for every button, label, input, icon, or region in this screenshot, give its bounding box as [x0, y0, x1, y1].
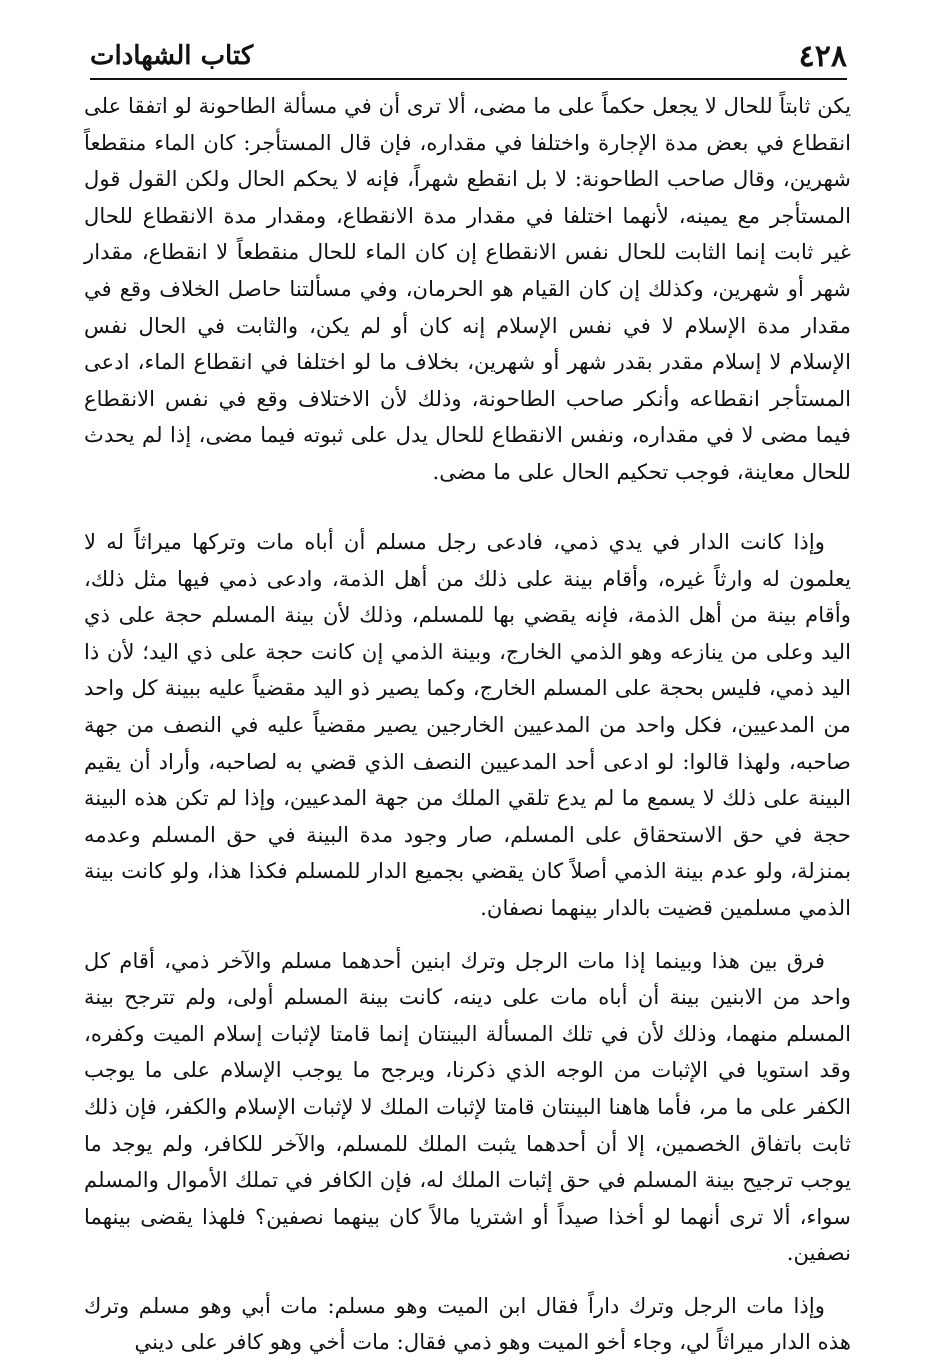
paragraph: يكن ثابتاً للحال لا يجعل حكماً على ما مضى، ألا ترى أن في مسألة الطاحونة لو اتفقا على انقطاع في بعض مدة الإجارة واختلفا في مقداره، فإن قال المستأجر: كان الماء منقطعاً شهرين، وقال صاحب الطاحونة: لا بل انقطع شهراً، فإنه لا يحكم الحال ولكن القول قول المستأجر مع يمينه، لأنهما اختلفا في مقدار مدة الانقطاع، ومقدار مدة الانقطاع للحال غير ثابت إنما الثابت للحال نفس الانقطاع إن كان الماء للحال منقطعاً لا انقطاع، مقدار شهر أو شهرين، وكذلك إن كان القيام هو الحرمان، وفي مسألتنا حاصل الخلاف وقع في مقدار مدة الإسلام لا في نفس الإسلام إنه كان أو لم يكن، والثابت في الحال نفس الإسلام لا إسلام مقدر بقدر شهر أو شهرين، بخلاف ما لو اختلفا في انقطاع الماء، ادعى المستأجر انقطاعه وأنكر صاحب الطاحونة، وذلك لأن الاختلاف وقع في نفس الانقطاع فيما مضى لا في مقداره، ونفس الانقطاع للحال يدل على ثبوته فيما مضى، إذا لم يحدث للحال معاينة، فوجب تحكيم الحال على ما مضى. [84, 93, 851, 484]
header-divider [90, 78, 847, 80]
paragraph: وإذا مات الرجل وترك داراً فقال ابن الميت وهو مسلم: مات أبي وهو مسلم وترك هذه الدار ميراثاً لي، وجاء أخو الميت وهو ذمي فقال: مات أخي وهو كافر على ديني [84, 1292, 851, 1355]
running-header [90, 34, 847, 78]
paragraph: فرق بين هذا وبينما إذا مات الرجل وترك ابنين أحدهما مسلم والآخر ذمي، أقام كل واحد من الابنين بينة أن أباه مات على دينه، كانت بينة المسلم أولى، ولم تترجح بينة المسلم منهما، وذلك لأن في تلك المسألة البينتان إنما قامتا لإثبات إسلام الميت وكفره، وقد استويا في الإثبات من الوجه الذي ذكرنا، ويرجح ما يوجب الإسلام على ما يوجب الكفر على ما مر، فأما هاهنا البينتان قامتا لإثبات الملك لا لإثبات الإسلام والكفر، فإن ذلك ثابت باتفاق الخصمين، إلا أن أحدهما يثبت الملك للمسلم، والآخر للكافر، ولم يوجد ما يوجب ترجيح بينة المسلم في حق إثبات الملك له، فإن الكافر في تملك الأموال والمسلم سواء، ألا ترى أنهما لو أخذا صيداً أو اشتريا مالاً كان بينهما نصفين؟ فلهذا يقضى بينهما نصفين. [84, 947, 851, 1266]
page-number: ٤٢٨ [798, 38, 847, 74]
page-body [84, 88, 851, 1361]
paragraph: وإذا كانت الدار في يدي ذمي، فادعى رجل مسلم أن أباه مات وتركها ميراثاً له لا يعلمون له وارثاً غيره، وأقام بينة على ذلك من أهل الذمة، وادعى ذمي فيها مثل ذلك، وأقام بينة من أهل الذمة، فإنه يقضي بها للمسلم، وذلك لأن بينة المسلم حجة على ذي اليد وعلى من ينازعه وهو الذمي الخارج، وبينة الذمي إن كانت حجة على ذي اليد؛ لأن ذا اليد ذمي، فليس بحجة على المسلم الخارج، وكما يصير ذو اليد مقضياً عليه ببينة كل واحد من المدعيين، فكل واحد من المدعيين الخارجين يصير مقضياً عليه في النصف من جهة صاحبه، ولهذا قالوا: لو ادعى أحد المدعيين النصف الذي قضي به لصاحبه، وأراد أن يقيم البينة على ذلك لا يسمع ما لم يدع تلقي الملك من جهة المدعيين، وإذا لم تكن هذه البينة حجة في حق الاستحقاق على المسلم، صار وجود مدة البينة في حق المسلم وعدمه بمنزلة، ولو عدم بينة الذمي أصلاً كان يقضي بجميع الدار للمسلم فكذا هذا، ولو كانت بينة الذمي مسلمين قضيت بالدار بينهما نصفان. [84, 529, 851, 920]
book-title: كتاب الشهادات [90, 41, 254, 71]
